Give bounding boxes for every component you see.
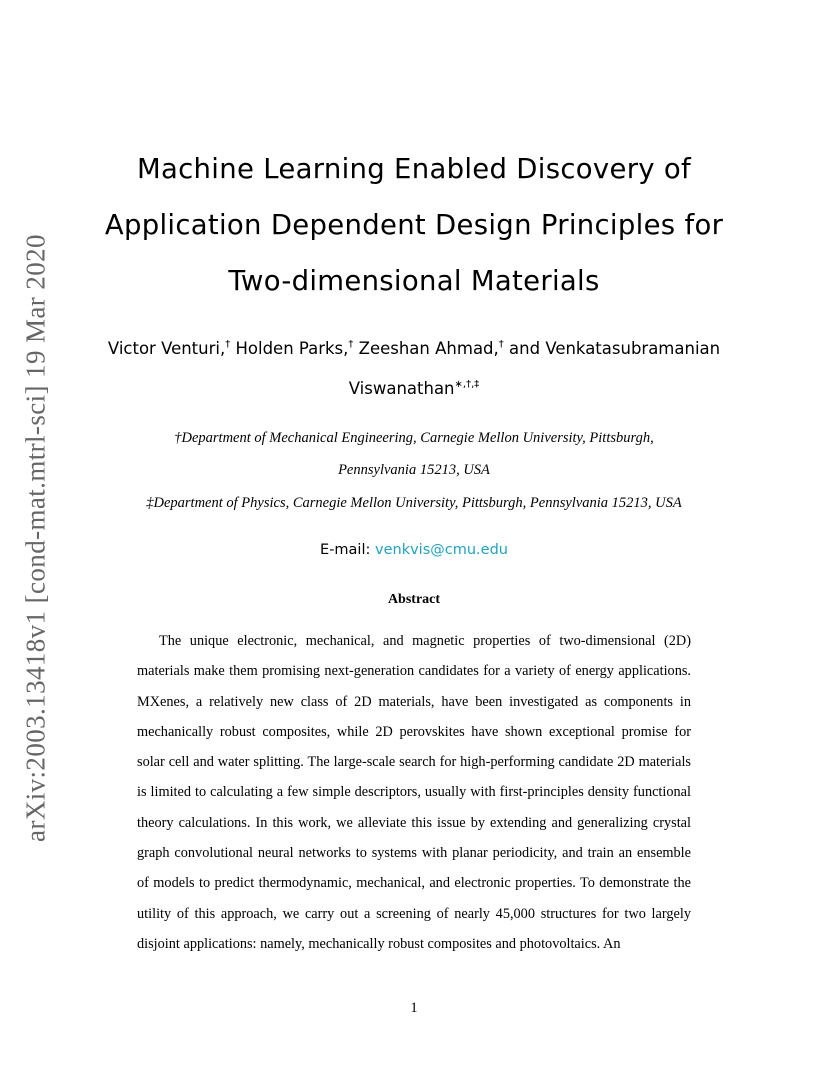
contact-email — [0, 542, 828, 558]
arxiv-identifier-stamp: arXiv:2003.13418v1 [cond-mat.mtrl-sci] 19 Mar 2020 — [20, 234, 51, 842]
author-ahmad: Zeeshan Ahmad, — [353, 339, 499, 358]
paper-title-line-1: Machine Learning Enabled Discovery of — [136, 153, 692, 185]
author-venturi-affil-mark: † — [225, 339, 231, 350]
author-ahmad-affil-mark: † — [498, 339, 504, 350]
email-label: E-mail: — [320, 542, 375, 558]
abstract-body — [137, 626, 691, 959]
paper-title-line-2: Application Dependent Design Principles for — [104, 209, 724, 241]
abstract-paragraph: The unique electronic, mechanical, and magnetic properties of two-dimensional (2D) materials make them promising next-generation candidates for a variety of energy applications. MXenes, a relatively new class of 2D materials, have been investigated as components in mechanically robust composites, while 2D perovskites have shown exceptional promise for solar cell and water splitting. The large-scale search for high-performing candidate 2D materials is limited to calculating a few simple descriptors, usually with first-principles density functional theory calculations. In this work, we alleviate this issue by extending and generalizing crystal graph convolutional neural networks to systems with planar periodicity, and train an ensemble of models to predict thermodynamic, mechanical, and electronic properties. To demonstrate the utility of this approach, we carry out a screening of nearly 45,000 structures for two largely disjoint applications: namely, mechanically robust composites and photovoltaics. An — [137, 633, 691, 952]
paper-title-line-3: Two-dimensional Materials — [228, 265, 600, 297]
author-list-line-2 — [0, 379, 828, 398]
author-viswanathan-affil-mark: ∗,†,‡ — [454, 379, 480, 390]
author-venturi: Victor Venturi, — [107, 339, 226, 358]
author-parks: Holden Parks, — [230, 339, 349, 358]
author-viswanathan-first: and Venkatasubramanian — [503, 339, 721, 358]
author-list-line-1 — [0, 339, 828, 358]
email-link[interactable]: venkvis@cmu.edu — [375, 542, 508, 558]
affiliation-mechanical-line-1: †Department of Mechanical Engineering, Carnegie Mellon University, Pittsburgh, — [174, 430, 654, 446]
abstract-heading: Abstract — [387, 592, 441, 607]
page-number: 1 — [410, 1000, 418, 1016]
author-viswanathan-last: Viswanathan — [348, 379, 455, 398]
affiliation-physics: ‡Department of Physics, Carnegie Mellon University, Pittsburgh, Pennsylvania 15213, USA — [146, 495, 682, 511]
author-parks-affil-mark: † — [348, 339, 354, 350]
affiliation-mechanical-line-2: Pennsylvania 15213, USA — [338, 462, 490, 478]
